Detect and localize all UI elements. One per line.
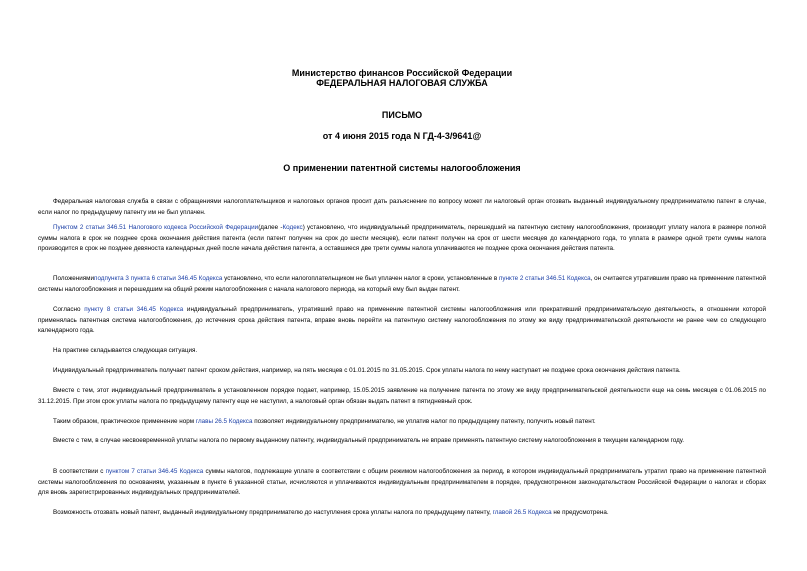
- link-article-346-51-p2[interactable]: Пунктом 2 статьи 346.51 Налогового кодекса Российской Федерации: [53, 224, 259, 231]
- link-point-7-346-45[interactable]: пунктом 7 статьи 346.45 Кодекса: [105, 468, 204, 475]
- paragraph-6: Индивидуальный предприниматель получает патент сроком действия, например, на пять месяцев с 01.01.2015 по 31.05.2015. Срок уплаты налога по нему наступает не позднее срока окончания действия патента.: [53, 367, 681, 374]
- service-name: ФЕДЕРАЛЬНАЯ НАЛОГОВАЯ СЛУЖБА: [316, 78, 488, 88]
- document-type: ПИСЬМО: [381, 110, 423, 120]
- paragraph-10: В соответствии с пунктом 7 статьи 346.45 Кодекса суммы налогов, подлежащие уплате в соответствии с общим режимом налогообложения за период, в котором индивидуальный предприниматель утратил право на применение патентной системы налогообложения по основаниям, указанным в пункте 6 указанной статьи, исчисляются и уплачиваются индивидуальным предпринимателем в порядке, предусмотренном законодательством Российской Федерации о налогах и сборах для вновь зарегистрированных индивидуальных предпринимателей.: [38, 468, 766, 497]
- paragraph-9: Вместе с тем, в случае несвоевременной уплаты налога по первому выданному патенту, индивидуальный предприниматель не вправе применять патентную систему налогообложения в текущем календарном году.: [53, 437, 685, 444]
- ministry-name: Министерство финансов Российской Федерации: [291, 68, 513, 78]
- document-date-number: от 4 июня 2015 года N ГД-4-3/9641@: [322, 131, 482, 141]
- link-subpoint-3-point-6-346-45[interactable]: подпункта 3 пункта 6 статьи 346.45 Кодекса: [94, 275, 223, 282]
- link-kodeks[interactable]: Кодекс: [282, 224, 303, 231]
- paragraph-8: Таким образом, практическое применение норм главы 26.5 Кодекса позволяет индивидуальному предпринимателю, не уплатив налог по предыдущему патенту, получить новый патент.: [53, 418, 596, 425]
- paragraph-7: Вместе с тем, этот индивидуальный предприниматель в установленном порядке подает, например, 15.05.2015 заявление на получение патента по этому же виду предпринимательской деятельности еще на семь месяцев с 01.06.2015 по 31.12.2015. При этом срок уплаты налога по предыдущему патенту еще не наступил, а налоговый орган обязан выдать патент в пятидневный срок.: [38, 387, 766, 405]
- paragraph-1: Федеральная налоговая служба в связи с обращениями налогоплательщиков и налоговых органов просит дать разъяснение по вопросу может ли налоговый орган отозвать выданный индивидуальному предпринимателю патент в случае, если налог по предыдущему патенту им не был уплачен.: [38, 198, 766, 216]
- paragraph-3: Положениямиподпункта 3 пункта 6 статьи 346.45 Кодекса установлено, что если налогоплательщиком не был уплачен налог в сроки, установленные в пункте 2 статьи 346.51 Кодекса, он считается утратившим право на применение патентной системы налогообложения и перешедшим на общий режим налогообложения с начала налогового периода, на который ему был выдан патент.: [38, 275, 766, 293]
- link-point-2-346-51[interactable]: пункте 2 статьи 346.51 Кодекса: [498, 275, 591, 282]
- link-chapter-26-5-final[interactable]: главой 26.5 Кодекса: [492, 509, 552, 516]
- document-subject: О применении патентной системы налогообложения: [283, 163, 521, 173]
- paragraph-2: Пунктом 2 статьи 346.51 Налогового кодекса Российской Федерации(далее -Кодекс) установлено, что индивидуальный предприниматель, перешедший на патентную систему налогообложения, производит уплату налога в размере полной суммы налога в срок не позднее срока окончания действия патента (если патент получен на срок до шести месяцев), если патент получен на срок от шести месяцев до календарного года, то уплата в размере одной трети суммы налога производится в срок не позднее девяноста календарных дней после начала действия патента, а оставшиеся две трети суммы налога уплачиваются не позднее срока окончания действия патента.: [38, 224, 766, 253]
- paragraph-5: На практике складывается следующая ситуация.: [53, 347, 198, 354]
- paragraph-4: Согласно пункту 8 статьи 346.45 Кодекса индивидуальный предприниматель, утративший право на применение патентной системы налогообложения или прекративший предпринимательскую деятельность, в отношении которой применялась патентная система налогообложения, до истечения срока действия патента, вправе вновь перейти на патентную систему налогообложения по этому же виду предпринимательской деятельности не ранее чем со следующего календарного года.: [38, 306, 766, 335]
- link-chapter-26-5[interactable]: главы 26.5 Кодекса: [195, 418, 253, 425]
- paragraph-11: Возможность отозвать новый патент, выданный индивидуальному предпринимателю до наступления срока уплаты налога по предыдущему патенту, главой 26.5 Кодекса не предусмотрена.: [53, 509, 609, 516]
- link-point-8-346-45[interactable]: пункту 8 статьи 346.45 Кодекса: [84, 306, 184, 313]
